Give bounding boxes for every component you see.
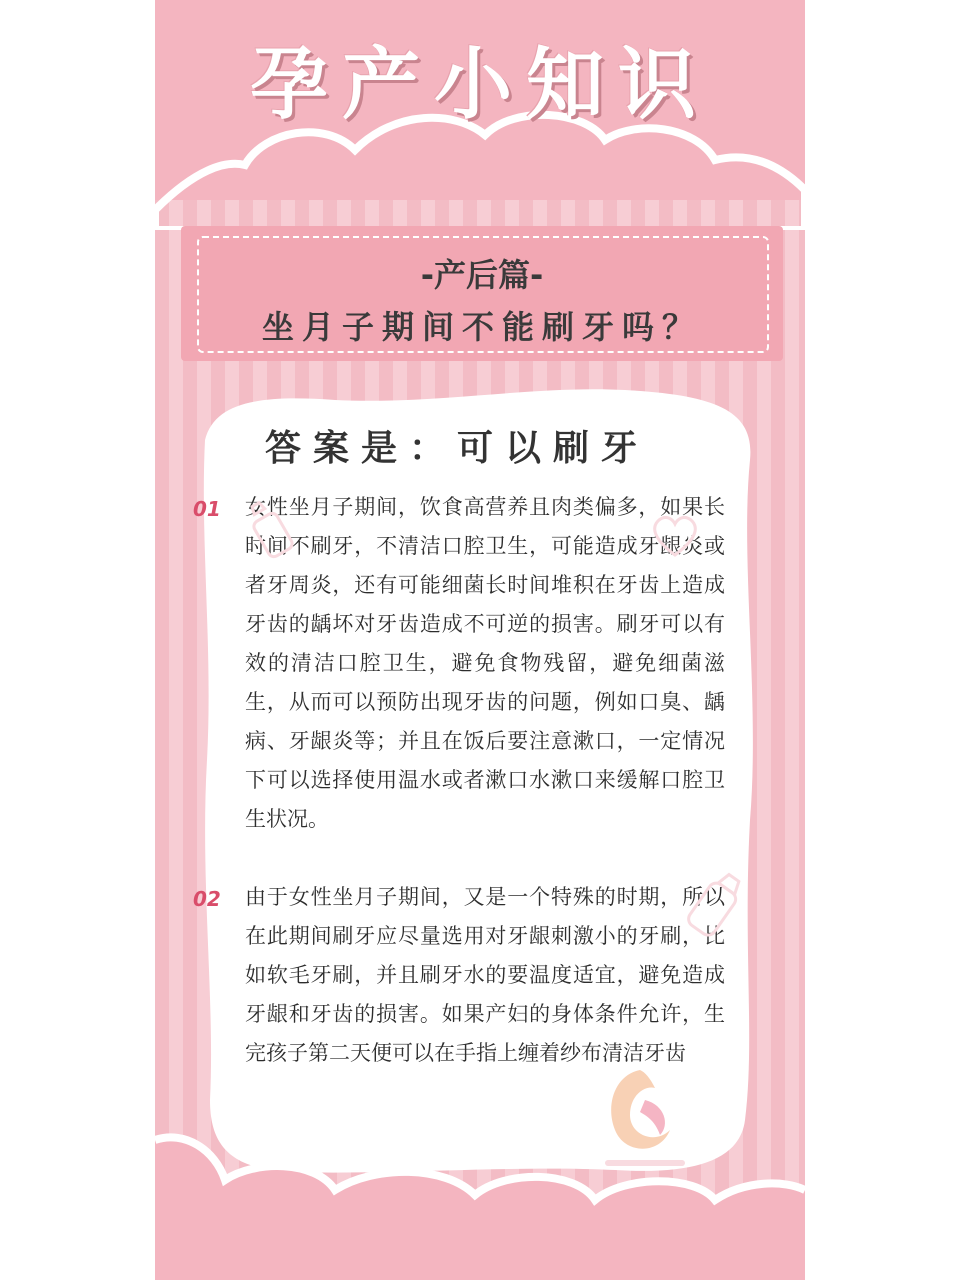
- baby-bottle-icon: [675, 860, 755, 950]
- answer-paragraph-1: 女性坐月子期间，饮食高营养且肉类偏多，如果长时间不刷牙，不清洁口腔卫生，可能造成牙龈炎或者牙周炎，还有可能细菌长时间堆积在牙齿上造成牙齿的龋坏对牙齿造成不可逆的损害。刷牙可以有效的清洁口腔卫生，避免食物残留，避免细菌滋生，从而可以预防出现牙齿的问题，例如口臭、龋病、牙龈炎等；并且在饭后要注意漱口，一定情况下可以选择使用温水或者漱口水漱口来缓解口腔卫生状况。: [245, 495, 725, 831]
- main-title: 孕产小知识: [249, 40, 710, 130]
- bottom-cloud-edge: [155, 1120, 805, 1280]
- answer-paragraph-2: 由于女性坐月子期间，又是一个特殊的时期，所以在此期间刷牙应尽量选用对牙龈刺激小的牙刷，比如软毛牙刷，并且刷牙水的要温度适宜，避免造成牙龈和牙齿的损害。如果产妇的身体条件允许，生完孩子第二天便可以在手指上缠着纱布清洁牙齿: [245, 885, 725, 1065]
- answer-heading: 答案是：可以刷牙: [265, 428, 650, 469]
- heart-outline-icon: [645, 510, 705, 560]
- poster: [155, 0, 805, 1280]
- baby-bottle-outline-icon: [235, 490, 315, 570]
- subtitle-category: -产后篇-: [420, 256, 544, 294]
- mother-baby-logo-icon: [585, 1060, 695, 1180]
- subtitle-question: 坐月子期间不能刷牙吗？: [261, 308, 702, 346]
- item-number-badge: 01: [193, 497, 221, 521]
- item-number-badge: 02: [193, 887, 221, 911]
